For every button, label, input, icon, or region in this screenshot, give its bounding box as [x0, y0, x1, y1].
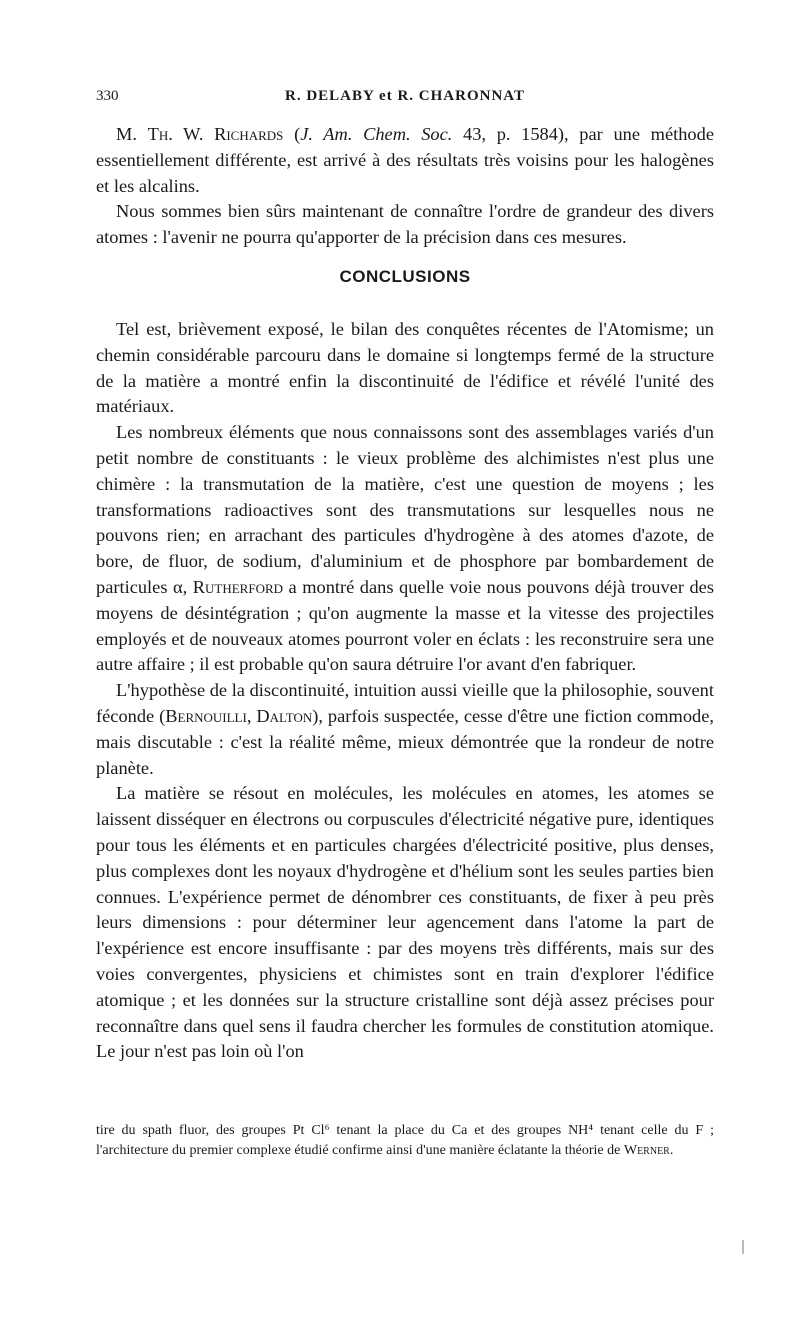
paragraph-5: [96, 678, 714, 781]
p1-rest: 43, p. 1584), par une méthode essentiellement différente, est arrivé à des résultats très voisins pour les halogènes et les alcalins.: [96, 124, 714, 196]
journal-name: J. Am. Chem. Soc.: [300, 124, 453, 144]
p4-rest: a montré dans quelle voie nous pouvons déjà trouver des moyens de désintégration ; qu'on augmente la masse et la vitesse des projectiles employés et de nouveaux atomes pourront voler en éclats : les reconstruire sera une autre affaire ; il est probable qu'on saura détruire l'or avant d'en fabriquer.: [96, 576, 714, 675]
footnote-end: .: [669, 1143, 674, 1158]
author-name-richards: Th. W. Richards: [147, 124, 284, 144]
running-head: R. DELABY et R. CHARONNAT: [285, 88, 525, 104]
section-title: CONCLUSIONS: [339, 266, 471, 286]
p5-start: L'hypothèse de la discontinuité, intuition aussi vieille que la philosophie, souvent féconde (: [96, 680, 714, 726]
p1-paren: (: [283, 124, 301, 144]
paragraph-1: [96, 122, 714, 199]
footnote-start: tire du spath fluor, des groupes Pt Cl⁶ tenant la place du Ca et des groupes NH⁴ tenant celle du F ; l'architecture du premier complexe étudié confirme ainsi d'une manière éclatante la théorie de: [96, 1123, 714, 1158]
p5-rest: ), parfois suspectée, cesse d'être une fiction commode, mais discutable : c'est la réalité même, mieux démontrée que la rondeur de notre planète.: [96, 705, 714, 778]
paragraph-3: Tel est, brièvement exposé, le bilan des conquêtes récentes de l'Atomisme; un chemin considérable parcouru dans le domaine si longtemps fermé de la structure de la matière a montré enfin la discontinuité de l'édifice et révélé l'unité des matériaux.: [96, 318, 714, 417]
paragraph-4: [96, 420, 714, 678]
footnote-text: [96, 1121, 714, 1161]
page-number: 330: [96, 88, 119, 104]
page-mark: [742, 1240, 744, 1254]
author-name-dalton: Dalton: [256, 705, 313, 726]
paragraph-6: La matière se résout en molécules, les molécules en atomes, les atomes se laissent disséquer en électrons ou corpuscules d'électricité négative pure, identiques pour tous les éléments et en particules chargées d'électricité positive, plus denses, plus complexes dont les noyaux d'hydrogène et d'hélium sont les seules parties bien connues. L'expérience permet de dénombrer ces constituants, de fixer à peu près leurs dimensions : pour déterminer leur agencement dans l'atome la part de l'expérience est encore insuffisante : par des moyens très différents, mais sur des voies convergentes, physiciens et chimistes sont en train d'explorer l'édifice atomique ; et les données sur la structure cristalline sont déjà assez précises pour reconnaître dans quel sens il faudra chercher les formules de constitution atomique. Le jour n'est pas loin où l'on: [96, 783, 714, 1062]
p4-start: Les nombreux éléments que nous connaissons sont des assemblages variés d'un petit nombre de constituants : le vieux problème des alchimistes n'est plus une chimère : la transmutation de la matière, c'est une question de moyens ; les transformations radioactives sont des transmutations sur lesquelles nous ne pouvons rien; en arrachant des particules d'hydrogène à des atomes d'azote, de bore, de fluor, de sodium, d'aluminium et de phosphore par bombardement de particules α,: [96, 422, 714, 597]
page-header: [96, 88, 714, 110]
footnote: [96, 1121, 714, 1161]
paragraph-2: Nous sommes bien sûrs maintenant de connaître l'ordre de grandeur des divers atomes : l'avenir ne pourra qu'apporter de la précision dans ces mesures.: [96, 201, 714, 248]
author-name-bernouilli: Bernouilli: [165, 705, 247, 726]
p5-separator: ,: [246, 705, 257, 726]
p1-start: M.: [116, 124, 148, 144]
author-name-rutherford: Rutherford: [192, 576, 284, 597]
body-text: [96, 122, 714, 1065]
author-name-werner: Werner: [623, 1143, 670, 1158]
